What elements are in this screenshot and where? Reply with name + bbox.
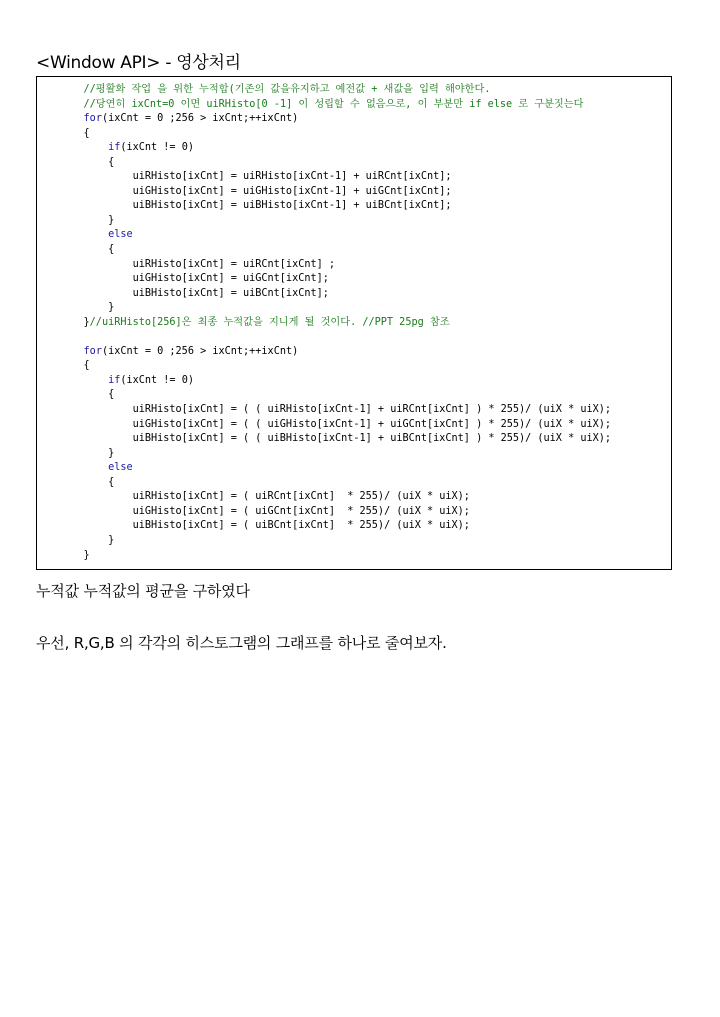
code-line (59, 476, 611, 491)
code-text (59, 142, 108, 153)
section-heading: <Window API> - 영상처리 (36, 53, 241, 73)
code-text: { (59, 389, 115, 401)
code-line (59, 98, 611, 113)
code-keyword: else (108, 462, 133, 474)
code-text: uiGHisto[ixCnt] = ( ( uiGHisto[ixCnt-1] + uiGCnt[ixCnt] ) * 255)/ (uiX * uiX); (59, 418, 612, 430)
code-line (59, 505, 611, 520)
code-line (59, 418, 611, 433)
code-text: uiBHisto[ixCnt] = ( ( uiBHisto[ixCnt-1] + uiBCnt[ixCnt] ) * 255)/ (uiX * uiX); (59, 433, 612, 445)
code-text: (ixCnt != 0) (120, 374, 194, 386)
code-text (59, 346, 84, 357)
code-line (59, 287, 611, 302)
code-text: (ixCnt = 0 ;256 > ixCnt;++ixCnt) (101, 113, 299, 125)
code-line (59, 374, 611, 389)
code-line (59, 316, 611, 331)
code-keyword: for (83, 113, 102, 125)
code-text: } (59, 534, 115, 546)
code-line (59, 359, 611, 374)
code-line (59, 519, 611, 534)
code-text: uiBHisto[ixCnt] = ( uiBCnt[ixCnt] * 255)/ (uiX * uiX); (59, 520, 470, 532)
code-keyword: if (108, 142, 121, 154)
code-keyword: for (83, 345, 102, 357)
code-keyword: else (108, 229, 133, 241)
code-text: uiGHisto[ixCnt] = uiGHisto[ixCnt-1] + uiGCnt[ixCnt]; (59, 185, 452, 197)
code-text: { (59, 156, 115, 168)
code-keyword: if (108, 374, 121, 386)
code-text: { (59, 476, 115, 488)
code-line (59, 112, 611, 127)
code-text: } (59, 447, 115, 459)
code-line (59, 141, 611, 156)
code-text: (ixCnt != 0) (120, 142, 194, 154)
code-text (59, 113, 84, 124)
code-block (36, 76, 672, 570)
code-line (59, 549, 611, 564)
code-text: uiRHisto[ixCnt] = ( uiRCnt[ixCnt] * 255)/ (uiX * uiX); (59, 491, 470, 503)
code-text: uiBHisto[ixCnt] = uiBHisto[ixCnt-1] + uiBCnt[ixCnt]; (59, 200, 452, 212)
code-line (59, 214, 611, 229)
code-line (59, 83, 611, 98)
code-text (59, 229, 108, 240)
code-line (59, 243, 611, 258)
code-line (59, 258, 611, 273)
code-line (59, 461, 611, 476)
code-line (59, 185, 611, 200)
paragraph-cumulative-average: 누적값 누적값의 평균을 구하였다 (36, 582, 250, 600)
code-line (59, 447, 611, 462)
code-line (59, 228, 611, 243)
code-line (59, 534, 611, 549)
code-text: { (59, 360, 90, 372)
code-text: uiGHisto[ixCnt] = uiGCnt[ixCnt]; (59, 273, 329, 285)
code-comment: //당연히 ixCnt=0 이면 uiRHisto[0 -1] 이 성립할 수 없음으로, 이 부분만 if else 로 구분짓는다 (59, 98, 584, 110)
code-comment: //uiRHisto[256]은 최종 누적값을 지니게 될 것이다. //PPT 25pg 참조 (89, 316, 450, 328)
code-line (59, 388, 611, 403)
code-line (59, 345, 611, 360)
code-lines (59, 83, 611, 563)
code-text: { (59, 127, 90, 139)
code-line (59, 127, 611, 142)
code-text: uiGHisto[ixCnt] = ( uiGCnt[ixCnt] * 255)/ (uiX * uiX); (59, 505, 470, 517)
code-line (59, 156, 611, 171)
code-comment: //평활화 작업 을 위한 누적합(기존의 값을유지하고 예전값 + 새값을 입력 해야한다. (59, 84, 491, 95)
code-text: uiBHisto[ixCnt] = uiBCnt[ixCnt]; (59, 287, 329, 299)
code-line (59, 330, 611, 345)
code-line (59, 432, 611, 447)
code-text (59, 375, 108, 386)
code-text: { (59, 244, 115, 256)
code-line (59, 490, 611, 505)
code-text: uiRHisto[ixCnt] = ( ( uiRHisto[ixCnt-1] + uiRCnt[ixCnt] ) * 255)/ (uiX * uiX); (59, 404, 612, 416)
code-line (59, 301, 611, 316)
code-line (59, 272, 611, 287)
code-text (59, 462, 108, 473)
code-text: } (59, 302, 115, 314)
code-text: } (59, 316, 90, 328)
code-text: uiRHisto[ixCnt] = uiRCnt[ixCnt] ; (59, 258, 336, 270)
code-text: (ixCnt = 0 ;256 > ixCnt;++ixCnt) (101, 345, 299, 357)
code-text: } (59, 214, 115, 226)
code-line (59, 403, 611, 418)
code-line (59, 199, 611, 214)
code-text: uiRHisto[ixCnt] = uiRHisto[ixCnt-1] + uiRCnt[ixCnt]; (59, 171, 452, 183)
paragraph-merge-histograms: 우선, R,G,B 의 각각의 히스토그램의 그래프를 하나로 줄여보자. (36, 634, 447, 652)
code-line (59, 170, 611, 185)
code-text: } (59, 549, 90, 561)
